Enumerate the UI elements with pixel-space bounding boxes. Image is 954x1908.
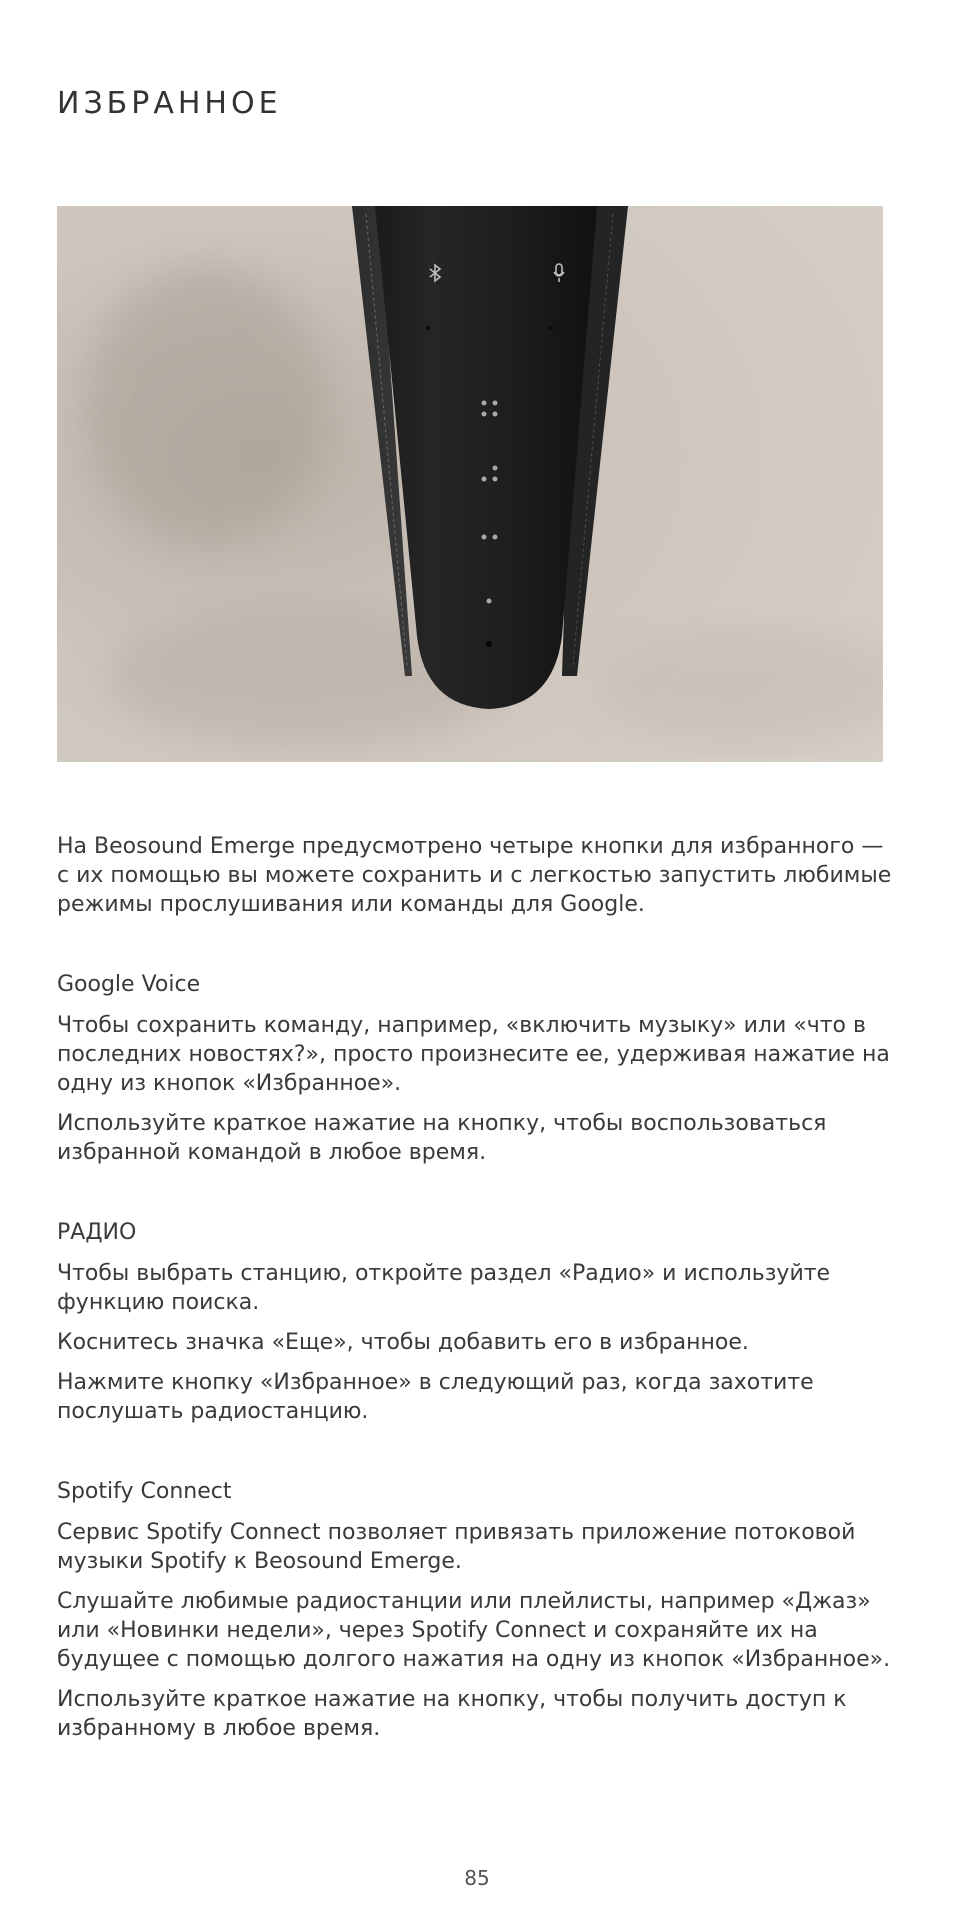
- section-paragraph: Чтобы сохранить команду, например, «включить музыку» или «что в последних новостях?», просто произнесите ее, удерживая нажатие на одну из кнопок «Избранное».: [57, 1013, 890, 1096]
- speaker-photo: [57, 206, 883, 762]
- favorite-button-4-dot: [487, 599, 492, 604]
- section-paragraph: Сервис Spotify Connect позволяет привязать приложение потоковой музыки Spotify к Beosound Emerge.: [57, 1520, 856, 1574]
- section-heading: Google Voice: [57, 972, 201, 997]
- page-title: ИЗБРАННОЕ: [57, 86, 282, 121]
- section-heading: РАДИО: [57, 1220, 137, 1245]
- section-paragraph: Слушайте любимые радиостанции или плейлисты, например «Джаз» или «Новинки недели», через Spotify Connect и сохраняйте их на будущее с помощью долгого нажатия на одну из кнопок «Избранное».: [57, 1589, 891, 1672]
- page-content: [57, 832, 897, 1754]
- section-paragraph: Используйте краткое нажатие на кнопку, чтобы получить доступ к избранному в любое время.: [57, 1687, 847, 1741]
- intro-paragraph: На Beosound Emerge предусмотрено четыре кнопки для избранного — с их помощью вы можете сохранить и с легкостью запустить любимые режимы прослушивания или команды для Google.: [57, 834, 892, 917]
- section-paragraph: Коснитесь значка «Еще», чтобы добавить его в избранное.: [57, 1330, 749, 1355]
- section-radio: [57, 1218, 897, 1426]
- page-number: 85: [464, 1866, 490, 1890]
- speaker-illustration: [57, 206, 883, 762]
- section-paragraph: Чтобы выбрать станцию, откройте раздел «Радио» и используйте функцию поиска.: [57, 1261, 831, 1315]
- section-google-voice: [57, 970, 897, 1167]
- section-paragraph: Используйте краткое нажатие на кнопку, чтобы воспользоваться избранной командой в любое время.: [57, 1111, 827, 1165]
- section-spotify-connect: [57, 1477, 897, 1743]
- section-heading: Spotify Connect: [57, 1479, 232, 1504]
- section-paragraph: Нажмите кнопку «Избранное» в следующий раз, когда захотите послушать радиостанцию.: [57, 1370, 814, 1424]
